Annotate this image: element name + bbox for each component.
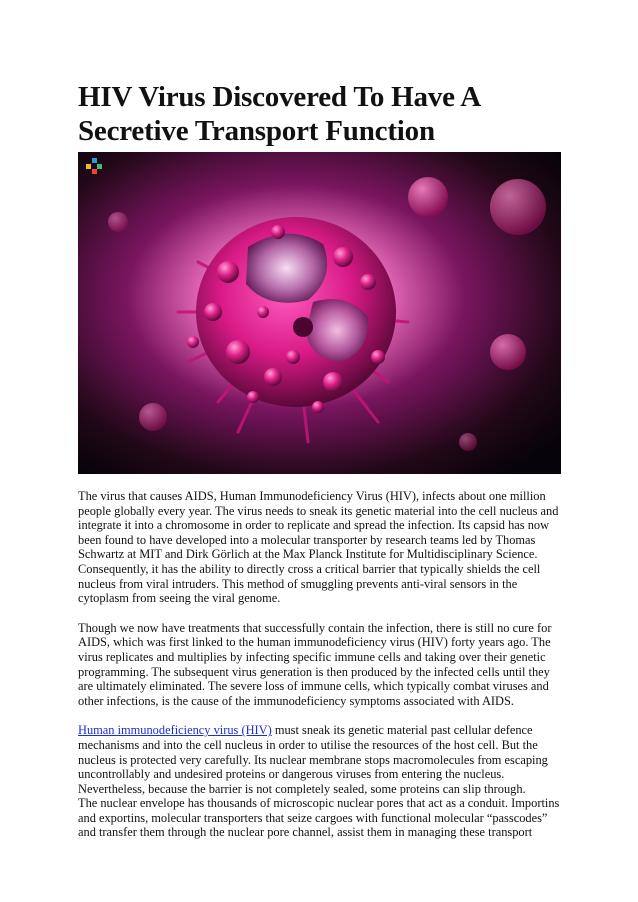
document-page	[78, 0, 562, 840]
virus-illustration-icon	[78, 152, 561, 474]
paragraph-1: The virus that causes AIDS, Human Immunodeficiency Virus (HIV), infects about one million people globally every year. The virus needs to sneak its genetic material into the cell nucleus and integrate it into a chromosome in order to replicate and spread the infection. Its capsid has now been found to have developed into a molecular transporter by research teams led by Thomas Schwartz at MIT and Dirk Görlich at the Max Planck Institute for Multidisciplinary Science. Consequently, it has the ability to directly cross a critical barrier that typically shields the cell nucleus from viral intruders. This method of smuggling prevents anti-viral sensors in the cytoplasm from seeing the viral genome.	[78, 489, 559, 606]
title-line-2: Secretive Transport Function	[78, 115, 435, 147]
paragraph-3-text: must sneak its genetic material past cellular defence mechanisms and into the cell nucleus in order to utilise the resources of the host cell. But the nucleus is protected very carefully. Its nuclear membrane stops macromolecules from escaping uncontrollably and undesired proteins or dangerous viruses from entering the nucleus. Nevertheless, because the barrier is not completely sealed, some proteins can slip through.	[78, 723, 548, 796]
paragraph-2: Though we now have treatments that successfully contain the infection, there is still no cure for AIDS, which was first linked to the human immunodeficiency virus (HIV) forty years ago. The virus replicates and multiplies by infecting specific immune cells and taking over their genetic programming. The subsequent virus generation is then produced by the infected cells until they are ultimately eliminated. The severe loss of immune cells, which typically combat viruses and other infections, is the cause of the immunodeficiency symptoms associated with AIDS.	[78, 620, 552, 708]
paragraph-4: The nuclear envelope has thousands of microscopic nuclear pores that act as a conduit. Importins and exportins, molecular transporters that seize cargoes with functional molecular “passcodes” and transfer them through the nuclear pore channel, assist them in managing these transport	[78, 796, 560, 840]
paragraph-3	[78, 723, 562, 796]
logo-icon	[86, 158, 102, 174]
title-line-1: HIV Virus Discovered To Have A	[78, 81, 482, 113]
hero-image	[78, 152, 561, 474]
hiv-link[interactable]: Human immunodeficiency virus (HIV)	[78, 723, 272, 738]
article-title	[78, 80, 562, 148]
